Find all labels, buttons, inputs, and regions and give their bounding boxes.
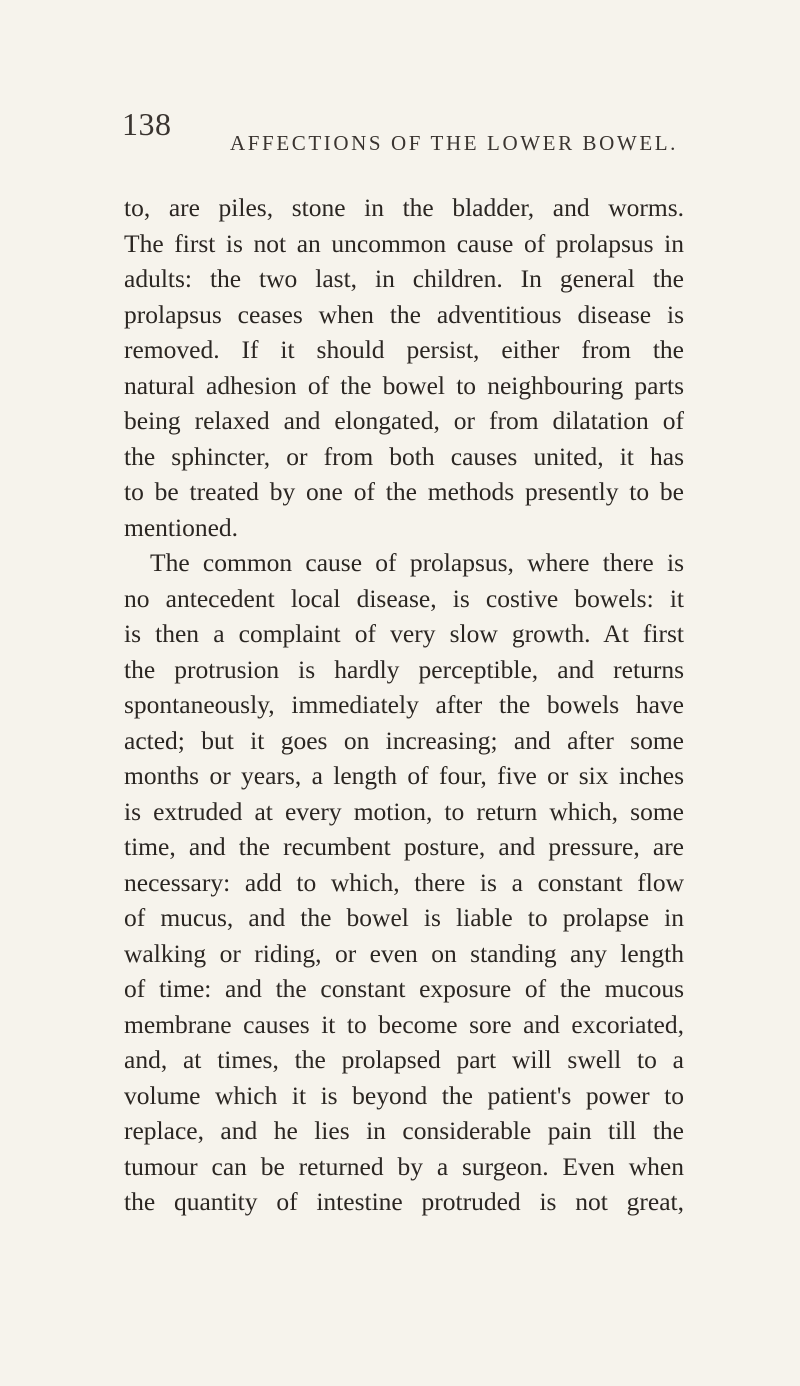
text-line: of mucus, and the bowel is liable to prolapse in bbox=[124, 903, 684, 932]
body-text bbox=[124, 190, 684, 1220]
text-line: months or years, a length of four, five or six inches bbox=[124, 761, 684, 790]
text-line: is then a complaint of very slow growth. At first bbox=[124, 619, 684, 648]
text-line: replace, and he lies in considerable pain till the bbox=[124, 1116, 684, 1145]
text-line: is extruded at every motion, to return which, some bbox=[124, 796, 684, 826]
text-line: tumour can be returned by a surgeon. Even when bbox=[124, 1151, 684, 1181]
page-number: 138 bbox=[122, 106, 172, 142]
text-line: The first is not an uncommon cause of prolapsus in bbox=[124, 228, 684, 258]
text-line: of time: and the constant exposure of the mucous bbox=[124, 974, 684, 1003]
paragraph-end-line: mentioned. bbox=[124, 512, 239, 542]
text-line: necessary: add to which, there is a constant flow bbox=[124, 867, 684, 897]
text-line: being relaxed and elongated, or from dilatation of bbox=[124, 406, 684, 435]
text-line: adults: the two last, in children. In general the bbox=[124, 264, 684, 293]
text-line: acted; but it goes on increasing; and after some bbox=[124, 725, 684, 755]
text-line: spontaneously, immediately after the bowels have bbox=[124, 690, 684, 719]
text-line: no antecedent local disease, is costive bowels: it bbox=[124, 583, 684, 613]
running-head: AFFECTIONS OF THE LOWER BOWEL. bbox=[230, 131, 679, 155]
text-line: the quantity of intestine protruded is not great, bbox=[124, 1187, 684, 1216]
text-line: the protrusion is hardly perceptible, and returns bbox=[124, 654, 684, 684]
text-line: prolapsus ceases when the adventitious disease is bbox=[124, 299, 684, 329]
text-line: natural adhesion of the bowel to neighbouring parts bbox=[124, 370, 684, 400]
text-line: to, are piles, stone in the bladder, and worms. bbox=[124, 193, 684, 222]
text-line: removed. If it should persist, either from the bbox=[124, 335, 684, 364]
text-line: and, at times, the prolapsed part will swell to a bbox=[124, 1045, 684, 1074]
text-line: volume which it is beyond the patient's power to bbox=[124, 1080, 684, 1110]
text-line: time, and the recumbent posture, and pressure, are bbox=[124, 832, 684, 861]
text-line: membrane causes it to become sore and excoriated, bbox=[124, 1009, 684, 1039]
text-line: walking or riding, or even on standing any length bbox=[124, 938, 684, 968]
text-line: to be treated by one of the methods presently to be bbox=[124, 477, 684, 506]
paragraph-start-line: The common cause of prolapsus, where there is bbox=[150, 548, 684, 577]
text-line: the sphincter, or from both causes united, it has bbox=[124, 441, 684, 471]
